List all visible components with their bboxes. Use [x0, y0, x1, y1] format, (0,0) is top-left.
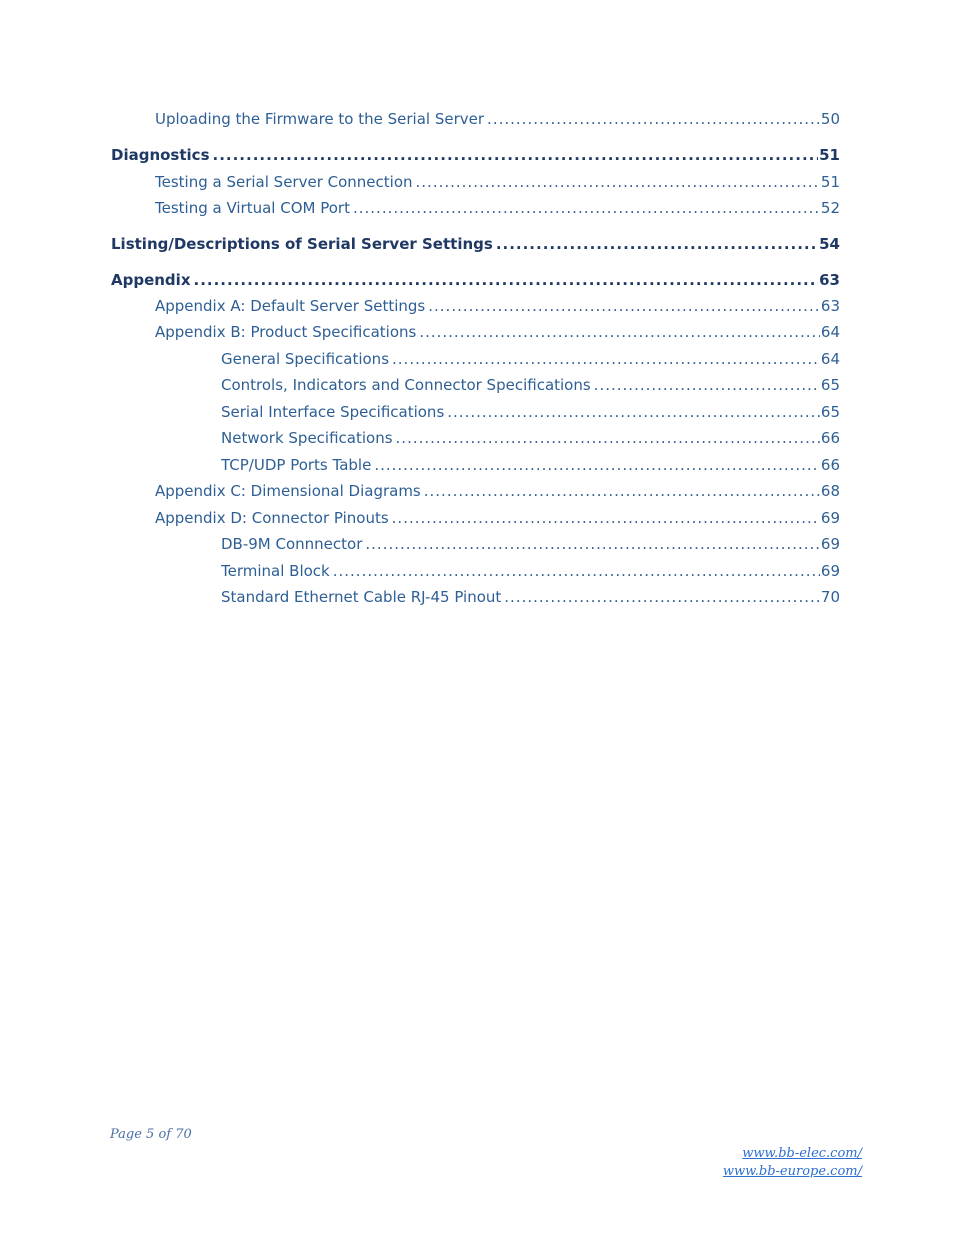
- toc-entry-title: Appendix C: Dimensional Diagrams: [155, 482, 421, 500]
- toc-leader-dots: [419, 323, 820, 341]
- toc-leader-dots: [213, 146, 819, 164]
- toc-entry-page: 66: [820, 456, 840, 474]
- toc-entry[interactable]: [155, 199, 840, 217]
- toc-entry[interactable]: [155, 173, 840, 191]
- toc-leader-dots: [504, 588, 820, 606]
- toc-entry-page: 65: [820, 403, 840, 421]
- toc-entry-title: Appendix D: Connector Pinouts: [155, 509, 389, 527]
- toc-entry-title: Testing a Serial Server Connection: [155, 173, 413, 191]
- toc-entry-title: Controls, Indicators and Connector Specifications: [221, 376, 591, 394]
- toc-entry-title: Appendix A: Default Server Settings: [155, 297, 426, 315]
- page-number: Page 5 of 70: [110, 1127, 192, 1142]
- toc-entry-title: Listing/Descriptions of Serial Server Settings: [111, 235, 493, 253]
- toc-entry[interactable]: [155, 509, 840, 527]
- toc-entry-page: 64: [820, 350, 840, 368]
- toc-entry-title: Uploading the Firmware to the Serial Server: [155, 110, 485, 128]
- toc-entry[interactable]: [111, 271, 840, 289]
- toc-entry[interactable]: [111, 235, 840, 253]
- toc-entry[interactable]: [221, 456, 840, 474]
- toc-entry[interactable]: [221, 350, 840, 368]
- toc-entry-title: General Specifications: [221, 350, 390, 368]
- toc-entry-title: Standard Ethernet Cable RJ-45 Pinout: [221, 588, 502, 606]
- toc-leader-dots: [487, 110, 820, 128]
- toc-entry[interactable]: [221, 588, 840, 606]
- toc-entry[interactable]: [111, 146, 840, 164]
- toc-leader-dots: [424, 482, 820, 500]
- toc-entry-page: 63: [819, 271, 840, 289]
- toc-entry-page: 51: [819, 146, 840, 164]
- toc-leader-dots: [447, 403, 820, 421]
- toc-entry-page: 63: [820, 297, 840, 315]
- toc-leader-dots: [594, 376, 820, 394]
- toc-entry-page: 68: [820, 482, 840, 500]
- toc-entry[interactable]: [221, 562, 840, 580]
- toc-entry[interactable]: [155, 297, 840, 315]
- toc-entry-page: 54: [819, 235, 840, 253]
- toc-entry[interactable]: [155, 482, 840, 500]
- toc-entry-page: 69: [820, 509, 840, 527]
- toc-entry[interactable]: [155, 110, 840, 128]
- footer-link-bb-europe[interactable]: www.bb-europe.com/: [722, 1164, 862, 1179]
- toc-entry-page: 65: [820, 376, 840, 394]
- toc-leader-dots: [496, 235, 818, 253]
- toc-entry-page: 64: [820, 323, 840, 341]
- toc-entry[interactable]: [221, 376, 840, 394]
- toc-entry-page: 52: [820, 199, 840, 217]
- toc-entry-title: TCP/UDP Ports Table: [221, 456, 372, 474]
- toc-leader-dots: [428, 297, 820, 315]
- footer-links: [723, 1145, 862, 1181]
- toc-leader-dots: [392, 350, 820, 368]
- toc-entry-title: Testing a Virtual COM Port: [155, 199, 350, 217]
- toc-entry-page: 70: [820, 588, 840, 606]
- toc-entry-title: Appendix B: Product Specifications: [155, 323, 417, 341]
- toc-entry-title: DB-9M Connnector: [221, 535, 363, 553]
- toc-leader-dots: [396, 429, 820, 447]
- toc-entry-page: 66: [820, 429, 840, 447]
- toc-entry[interactable]: [221, 535, 840, 553]
- toc-leader-dots: [416, 173, 820, 191]
- toc-entry-title: Network Specifications: [221, 429, 393, 447]
- toc-entry-title: Terminal Block: [221, 562, 330, 580]
- toc-entry-page: 69: [820, 562, 840, 580]
- toc-leader-dots: [194, 271, 819, 289]
- toc-entry-page: 69: [820, 535, 840, 553]
- toc-entry-page: 51: [820, 173, 840, 191]
- toc-entry[interactable]: [221, 403, 840, 421]
- toc-leader-dots: [333, 562, 820, 580]
- toc-entry-title: Appendix: [111, 271, 191, 289]
- toc-entry-title: Serial Interface Specifications: [221, 403, 445, 421]
- toc-entry-page: 50: [820, 110, 840, 128]
- toc-entry-title: Diagnostics: [111, 146, 210, 164]
- toc-leader-dots: [374, 456, 820, 474]
- toc-leader-dots: [353, 199, 820, 217]
- toc-leader-dots: [365, 535, 820, 553]
- footer-link-bb-elec[interactable]: www.bb-elec.com/: [742, 1146, 862, 1161]
- toc-entry[interactable]: [221, 429, 840, 447]
- toc-leader-dots: [392, 509, 820, 527]
- toc-entry[interactable]: [155, 323, 840, 341]
